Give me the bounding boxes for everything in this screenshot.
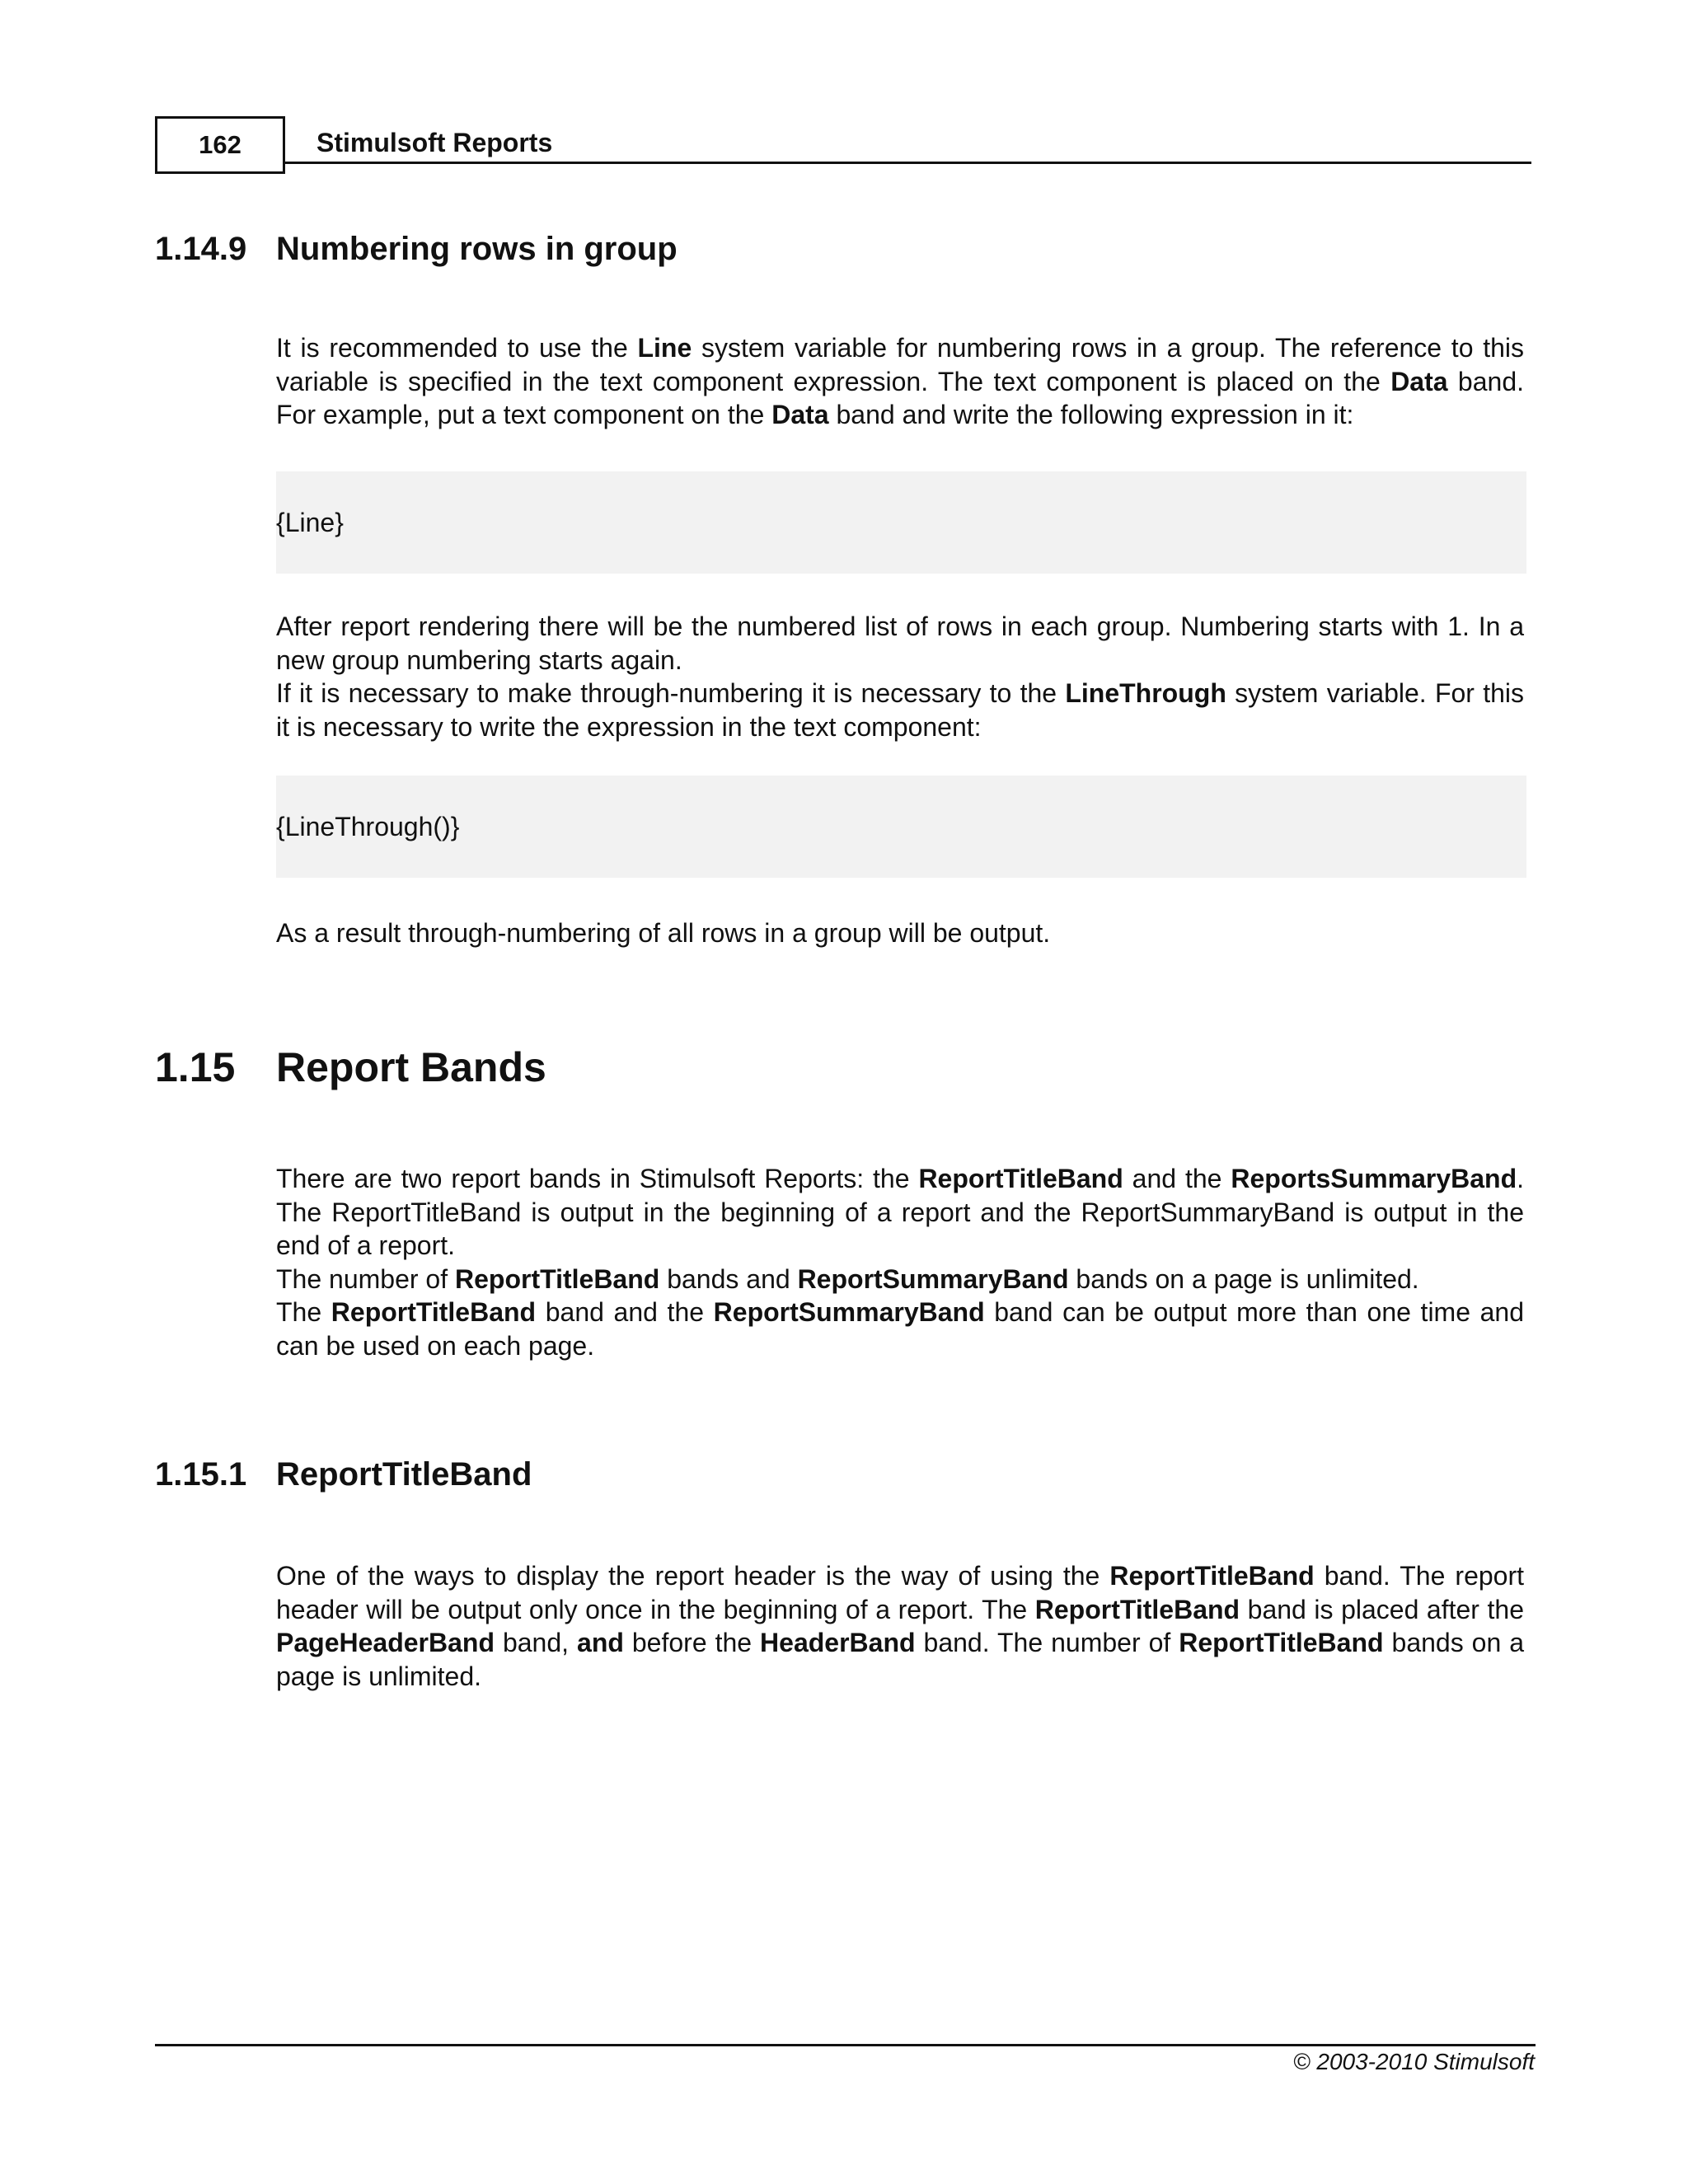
text-run: bands on a page is unlimited. [1068, 1263, 1419, 1294]
text-run: band, [494, 1628, 578, 1657]
section-title: Numbering rows in group [276, 231, 678, 267]
section-title: Report Bands [276, 1044, 546, 1090]
text-run: band is placed after the [1240, 1594, 1524, 1624]
paragraph-report-bands [276, 1162, 1524, 1362]
text-run: before the [623, 1628, 761, 1657]
code-block-line [276, 471, 1526, 574]
section-title: ReportTitleBand [276, 1456, 532, 1493]
bold-term: Data [1390, 366, 1448, 396]
section-heading-numbering-rows [155, 231, 678, 268]
text-run: and the [1123, 1164, 1231, 1193]
text-line [276, 1263, 1524, 1296]
text-run: band. The number of [915, 1628, 1179, 1657]
paragraph-line-variable [276, 331, 1524, 432]
text-run: . The ReportTitleBand is output in the beginning of a report and the ReportSummaryBand is output in the end of a report. [276, 1164, 1525, 1260]
bold-term: ReportTitleBand [331, 1297, 537, 1327]
bold-term: Line [637, 333, 692, 363]
code-text: {Line} [276, 507, 344, 537]
text-run: band. For example, put a text component on the [276, 366, 1525, 429]
paragraph-numbering-result [276, 610, 1524, 743]
text-run: bands and [659, 1263, 798, 1294]
bold-term: PageHeaderBand [276, 1628, 495, 1657]
copyright-notice: © 2003-2010 Stimulsoft [1292, 2049, 1535, 2074]
text-line [276, 1296, 1524, 1362]
paragraph-through-numbering: As a result through-numbering of all rows in a group will be output. [276, 918, 1051, 948]
text-run: system variable. For this it is necessary to write the expression in the text component: [276, 678, 1525, 742]
code-text: {LineThrough()} [276, 811, 460, 841]
text-run: band and write the following expression in it: [828, 400, 1354, 429]
section-heading-report-bands [155, 1043, 546, 1091]
text-run: band and the [536, 1297, 714, 1327]
text-run: If it is necessary to make through-numbering it is necessary to the [276, 678, 1066, 708]
running-title: Stimulsoft Reports [316, 128, 553, 157]
text-run: There are two report bands in Stimulsoft Reports: the [276, 1164, 919, 1193]
bold-term: ReportsSummaryBand [1231, 1164, 1517, 1193]
section-number: 1.15 [155, 1044, 236, 1090]
section-heading-reporttitleband [155, 1456, 532, 1493]
bold-term: Data [771, 400, 829, 429]
bold-term: ReportTitleBand [1034, 1594, 1240, 1624]
text-run: bands on a page is unlimited. [276, 1628, 1525, 1691]
text-run: band. The report header will be output only once in the beginning of a report. The [276, 1561, 1525, 1624]
bold-term: ReportSummaryBand [797, 1263, 1069, 1294]
text-run: The [276, 1297, 331, 1327]
section-number: 1.14.9 [155, 231, 247, 267]
footer-rule [155, 2044, 1536, 2046]
bold-term: and [577, 1628, 624, 1657]
page-number: 162 [155, 116, 285, 174]
bold-term: ReportTitleBand [1179, 1628, 1384, 1657]
bold-term: ReportSummaryBand [713, 1297, 985, 1327]
bold-term: ReportTitleBand [918, 1164, 1123, 1193]
text-run: One of the ways to display the report header is the way of using the [276, 1561, 1110, 1591]
text-run: band can be output more than one time and can be used on each page. [276, 1297, 1525, 1361]
bold-term: HeaderBand [760, 1628, 916, 1657]
text-run: After report rendering there will be the numbered list of rows in each group. Numbering starts with 1. In a new group numbering starts again. [276, 612, 1524, 675]
header-rule [285, 162, 1531, 164]
bold-term: ReportTitleBand [1109, 1561, 1315, 1591]
bold-term: ReportTitleBand [455, 1263, 660, 1294]
paragraph-reporttitleband [276, 1559, 1524, 1693]
section-number: 1.15.1 [155, 1456, 247, 1493]
code-block-linethrough [276, 776, 1526, 878]
text-run: The number of [276, 1263, 455, 1294]
text-run: system variable for numbering rows in a group. The reference to this variable is specified in the text component expression. The text component is placed on the [276, 333, 1525, 396]
text-line [276, 1162, 1524, 1263]
text-run: It is recommended to use the [276, 333, 638, 363]
bold-term: LineThrough [1065, 678, 1226, 708]
